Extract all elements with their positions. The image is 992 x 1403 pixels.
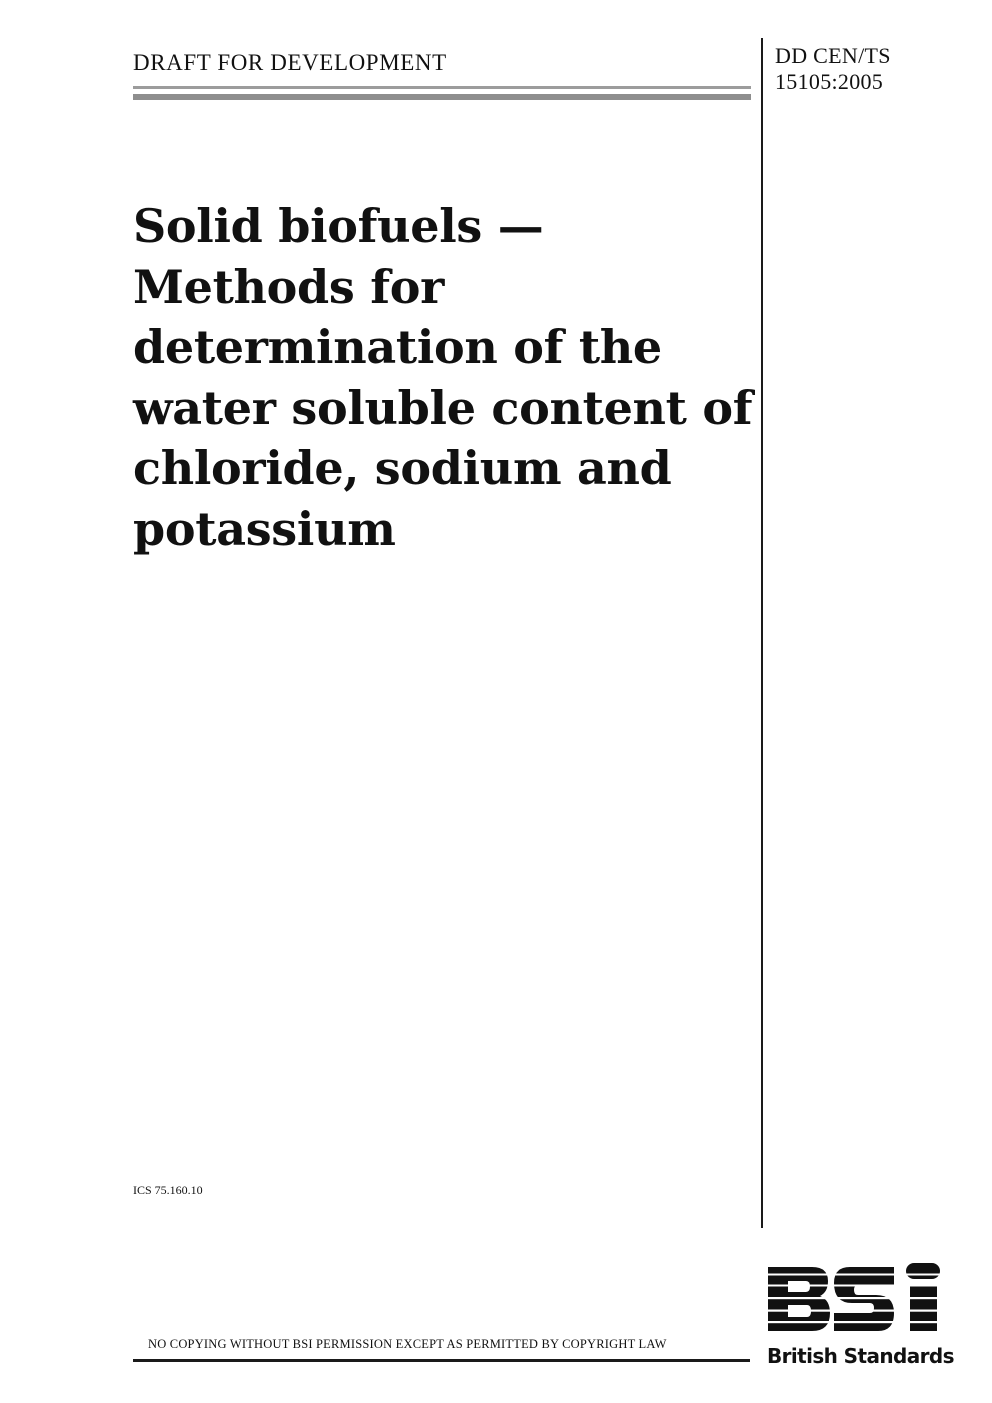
title-line: Solid biofuels — [133, 199, 544, 253]
document-identifier-line-1: DD CEN/TS [775, 43, 891, 68]
header-rule-thick [133, 94, 751, 100]
vertical-divider [761, 38, 763, 1228]
copyright-notice: NO COPYING WITHOUT BSI PERMISSION EXCEPT AS PERMITTED BY COPYRIGHT LAW [148, 1337, 667, 1351]
title-line: water soluble content of [133, 380, 753, 435]
document-identifier-line-2: 15105:2005 [775, 69, 884, 94]
document-status-label: DRAFT FOR DEVELOPMENT [133, 50, 447, 75]
brand-name: British Standards [767, 1344, 954, 1368]
document-title [133, 196, 753, 559]
header-rule-thin [133, 86, 751, 89]
ics-code: ICS 75.160.10 [133, 1183, 203, 1197]
title-line: chloride, sodium and [133, 441, 672, 495]
title-line: potassium [133, 501, 396, 556]
footer-rule [133, 1359, 750, 1362]
title-line: determination of the [133, 320, 662, 374]
document-identifier [775, 43, 891, 95]
title-line: Methods for [133, 259, 445, 314]
